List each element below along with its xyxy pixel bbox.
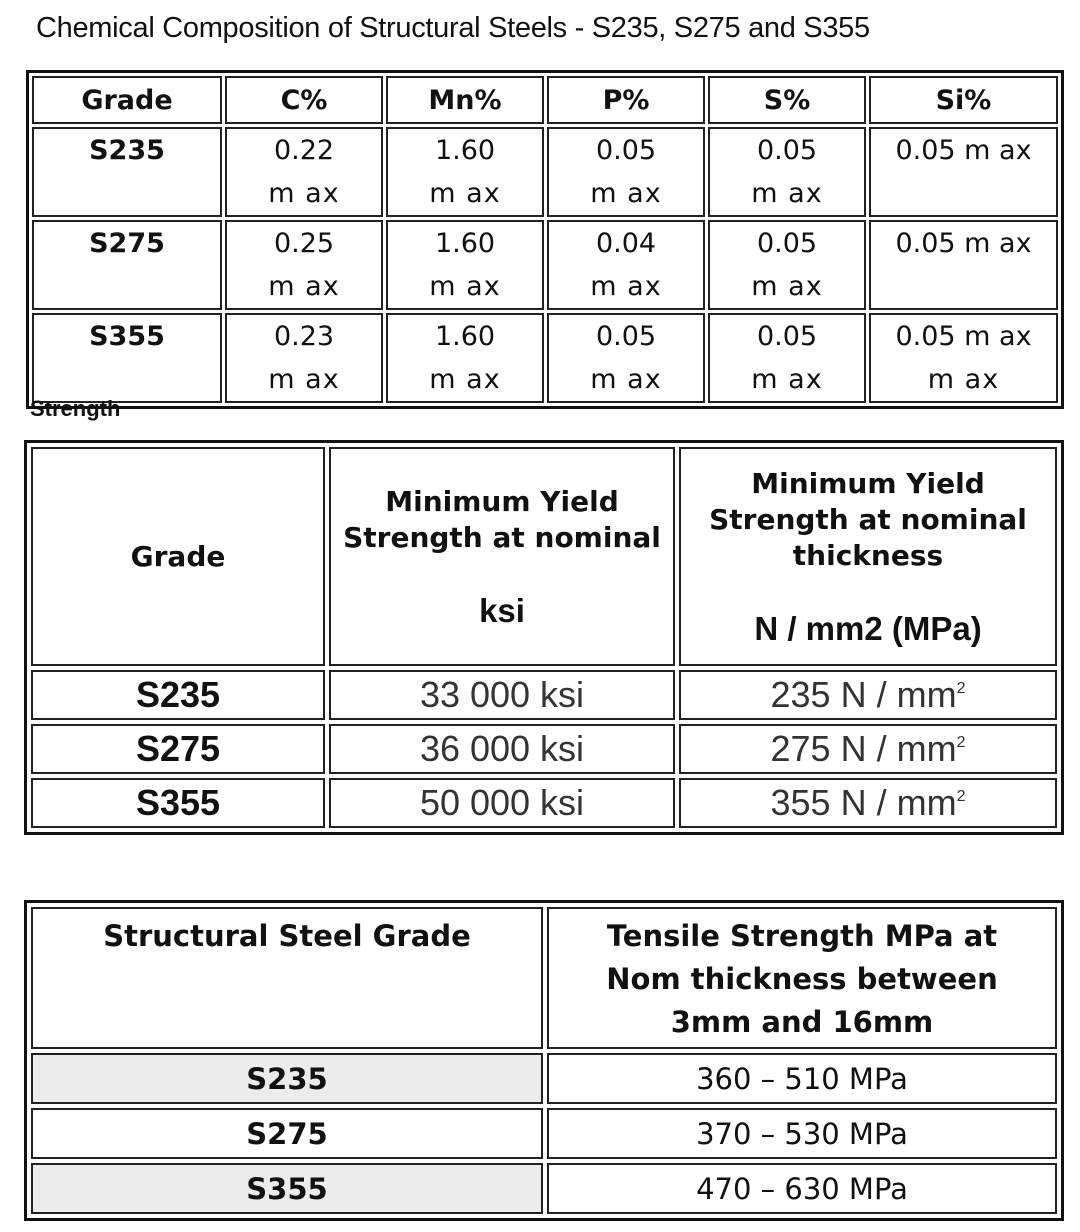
value: 1.60 <box>434 228 496 259</box>
max-label: m ax <box>751 271 823 302</box>
tensile-cell: 370 – 530 MPa <box>547 1108 1057 1159</box>
value: 0.05 <box>756 228 818 259</box>
mpa-cell <box>679 778 1057 828</box>
max-label: m ax <box>268 364 340 395</box>
ksi-cell: 33 000 ksi <box>329 670 675 720</box>
c-cell <box>225 220 383 310</box>
tensile-strength-table <box>24 900 1064 1221</box>
header-unit: ksi <box>479 591 525 629</box>
table-row <box>32 220 1058 310</box>
header-line: Nom thickness between <box>606 962 998 996</box>
value: 0.05 <box>595 321 657 352</box>
column-header-yield-ksi <box>329 447 675 666</box>
column-header-grade: Structural Steel Grade <box>31 907 543 1049</box>
column-header-mn: Mn% <box>386 76 544 124</box>
table-row <box>31 1163 1057 1214</box>
header-line: Tensile Strength MPa at <box>606 919 998 953</box>
superscript: 2 <box>956 680 966 697</box>
value: 1.60 <box>434 135 496 166</box>
max-label: m ax <box>268 271 340 302</box>
grade-cell: S355 <box>32 313 222 403</box>
si-cell <box>869 313 1058 403</box>
c-cell <box>225 127 383 217</box>
value: 0.22 <box>273 135 335 166</box>
max-label: m ax <box>429 178 501 209</box>
value: 0.05 <box>756 135 818 166</box>
ksi-cell: 50 000 ksi <box>329 778 675 828</box>
page-title: Chemical Composition of Structural Steels - S235, S275 and S355 <box>36 12 870 44</box>
mn-cell <box>386 220 544 310</box>
table-row <box>32 313 1058 403</box>
grade-cell: S235 <box>32 127 222 217</box>
mn-cell <box>386 313 544 403</box>
header-text: Grade <box>130 540 226 573</box>
grade-cell: S275 <box>31 1108 543 1159</box>
value: 0.05 m ax <box>895 321 1032 352</box>
table-header-row <box>32 76 1058 124</box>
header-text: Minimum Yield Strength at nominal <box>343 484 661 554</box>
p-cell <box>547 220 705 310</box>
column-header-s: S% <box>708 76 866 124</box>
max-label: m ax <box>590 271 662 302</box>
column-header-grade <box>31 447 325 666</box>
mpa-value: 355 N / mm <box>770 782 957 823</box>
max-label: m ax <box>751 178 823 209</box>
grade-cell: S355 <box>31 1163 543 1214</box>
header-line: 3mm and 16mm <box>670 1005 934 1039</box>
table-row <box>32 127 1058 217</box>
table-row <box>31 724 1057 774</box>
grade-cell: S275 <box>31 724 325 774</box>
max-label: m ax <box>590 364 662 395</box>
header-unit: N / mm2 (MPa) <box>754 609 982 647</box>
yield-strength-table <box>24 440 1064 835</box>
grade-cell: S235 <box>31 1053 543 1104</box>
max-label: m ax <box>429 271 501 302</box>
table-row <box>31 778 1057 828</box>
column-header-p: P% <box>547 76 705 124</box>
si-cell <box>869 127 1058 217</box>
chemical-composition-table <box>26 70 1064 409</box>
column-header-yield-mpa <box>679 447 1057 666</box>
mpa-cell <box>679 670 1057 720</box>
s-cell <box>708 220 866 310</box>
column-header-c: C% <box>225 76 383 124</box>
mpa-value: 235 N / mm <box>770 674 957 715</box>
mn-cell <box>386 127 544 217</box>
superscript: 2 <box>956 734 966 751</box>
max-label: m ax <box>268 178 340 209</box>
value: 0.04 <box>595 228 657 259</box>
value: 0.25 <box>273 228 335 259</box>
header-text: Minimum Yield Strength at nominal thickness <box>709 466 1027 572</box>
value: 0.05 <box>756 321 818 352</box>
strength-section-label: Strength <box>30 396 121 421</box>
superscript: 2 <box>956 788 966 805</box>
max-label: m ax <box>590 178 662 209</box>
p-cell <box>547 127 705 217</box>
mpa-value: 275 N / mm <box>770 728 957 769</box>
max-label: m ax <box>751 364 823 395</box>
s-cell <box>708 127 866 217</box>
table-header-row <box>31 447 1057 666</box>
s-cell <box>708 313 866 403</box>
value: 0.05 <box>595 135 657 166</box>
p-cell <box>547 313 705 403</box>
tensile-cell: 360 – 510 MPa <box>547 1053 1057 1104</box>
table-header-row <box>31 907 1057 1049</box>
value: 1.60 <box>434 321 496 352</box>
c-cell <box>225 313 383 403</box>
column-header-si: Si% <box>869 76 1058 124</box>
grade-cell: S355 <box>31 778 325 828</box>
table-row <box>31 1053 1057 1104</box>
value: 0.05 m ax <box>895 228 1032 259</box>
value: 0.23 <box>273 321 335 352</box>
ksi-cell: 36 000 ksi <box>329 724 675 774</box>
max-label: m ax <box>429 364 501 395</box>
column-header-tensile <box>547 907 1057 1049</box>
grade-cell: S275 <box>32 220 222 310</box>
table-row <box>31 1108 1057 1159</box>
max-label: m ax <box>927 364 1000 395</box>
tensile-cell: 470 – 630 MPa <box>547 1163 1057 1214</box>
table-row <box>31 670 1057 720</box>
column-header-grade: Grade <box>32 76 222 124</box>
mpa-cell <box>679 724 1057 774</box>
grade-cell: S235 <box>31 670 325 720</box>
value: 0.05 m ax <box>895 135 1032 166</box>
si-cell <box>869 220 1058 310</box>
